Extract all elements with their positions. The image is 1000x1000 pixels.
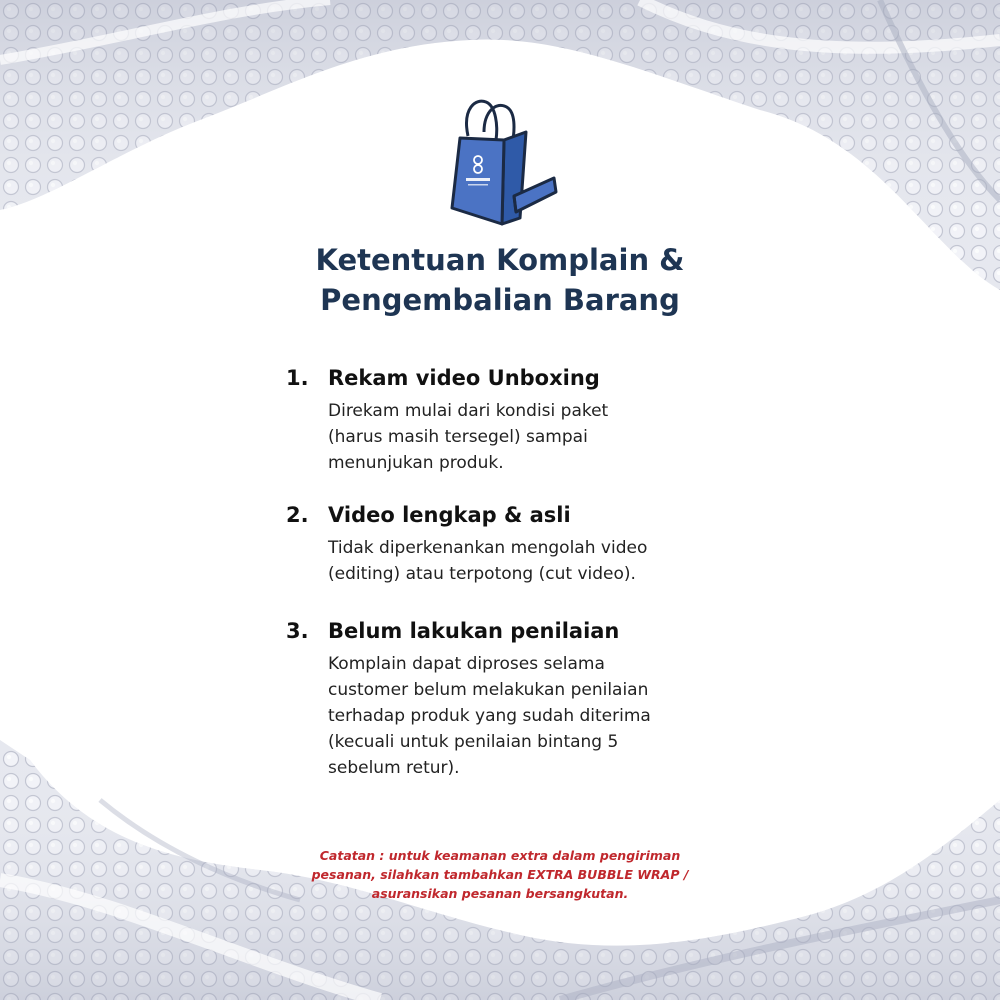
note-line-2: pesanan, silahkan tambahkan EXTRA BUBBLE WRAP / <box>311 867 689 882</box>
rule-description-line: sebelum retur). <box>328 758 460 778</box>
rule-item-3 <box>286 613 651 781</box>
rule-description-line: Tidak diperkenankan mengolah video <box>328 538 648 558</box>
rule-number: 1. <box>286 366 309 390</box>
note-text <box>250 846 750 903</box>
title-line-2: Pengembalian Barang <box>320 283 680 317</box>
rule-description-line: (kecuali untuk penilaian bintang 5 <box>328 732 619 752</box>
shopping-bag-icon <box>440 96 564 234</box>
note-line-3: asuransikan pesanan bersangkutan. <box>371 886 629 901</box>
rule-number: 3. <box>286 619 309 643</box>
rule-title: Belum lakukan penilaian <box>328 619 620 643</box>
rule-item-1 <box>286 360 608 476</box>
page-title <box>0 240 1000 320</box>
rule-description-line: Komplain dapat diproses selama <box>328 654 605 674</box>
rule-description-line: (editing) atau terpotong (cut video). <box>328 564 636 584</box>
rule-description-line: menunjukan produk. <box>328 453 504 473</box>
rule-description-line: terhadap produk yang sudah diterima <box>328 706 651 726</box>
rule-title: Rekam video Unboxing <box>328 366 600 390</box>
rule-description-line: Direkam mulai dari kondisi paket <box>328 401 609 421</box>
rule-number: 2. <box>286 503 309 527</box>
note-line-1: Catatan : untuk keamanan extra dalam pengiriman <box>319 848 681 863</box>
rule-title: Video lengkap & asli <box>328 503 571 527</box>
rule-description-line: (harus masih tersegel) sampai <box>328 427 588 447</box>
rule-item-2 <box>286 497 647 587</box>
rule-description-line: customer belum melakukan penilaian <box>328 680 649 700</box>
title-line-1: Ketentuan Komplain & <box>315 243 685 277</box>
